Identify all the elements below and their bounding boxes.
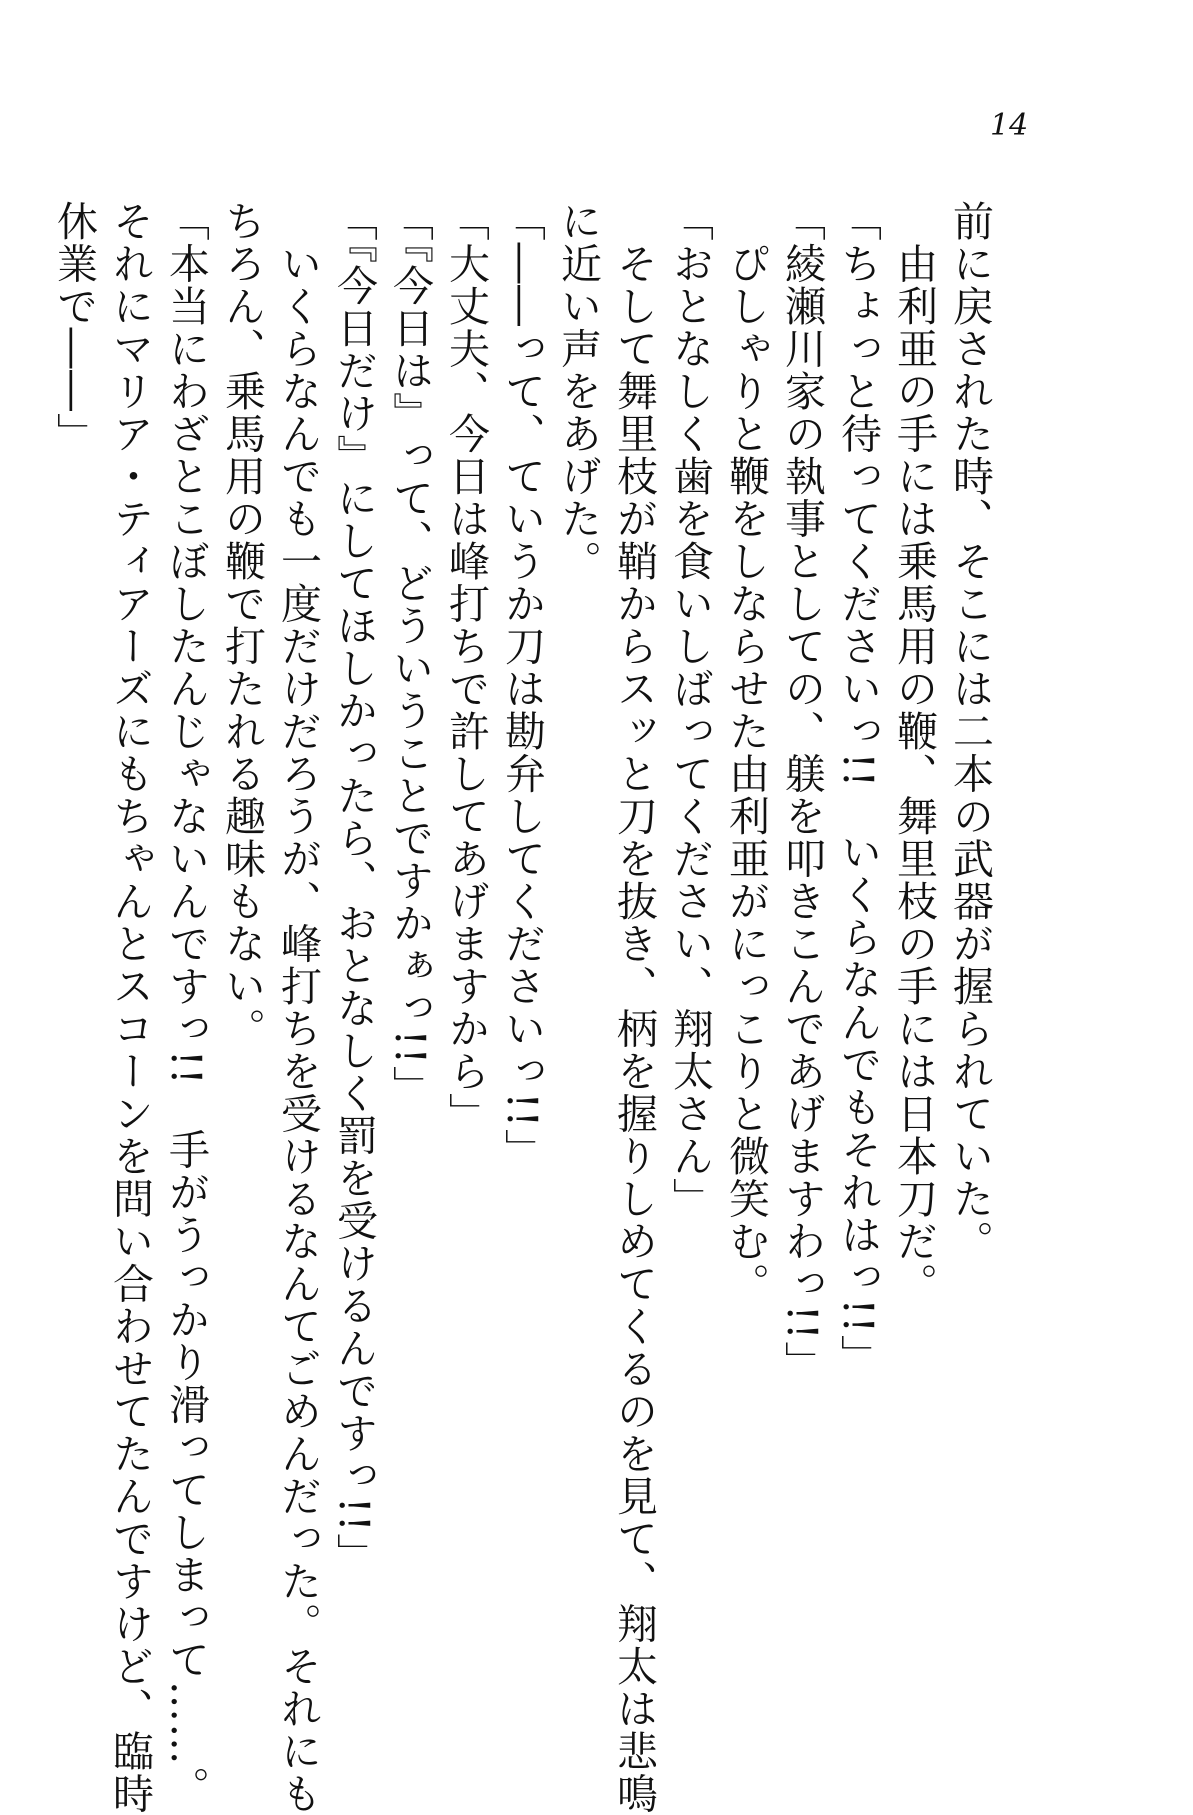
text-line: 由利亜の手には乗馬用の鞭、舞里枝の手には日本刀だ。 <box>890 200 938 1305</box>
text-line: 「本当にわざとこぼしたんじゃないんですっ!! 手がうっかり滑ってしまって……。 <box>162 200 210 1809</box>
text-line: 「『今日は』って、どういうことですかぁっ!!」 <box>386 200 434 1108</box>
text-line: 「綾瀬川家の執事としての、躾を叩きこんであげますわっ!!」 <box>778 200 826 1384</box>
text-line: に近い声をあげた。 <box>554 200 602 583</box>
text-line: それにマリア・ティアーズにもちゃんとスコーンを問い合わせてたんですけど、臨時 <box>106 200 154 1815</box>
text-line: 「ちょっと待ってくださいっ!! いくらなんでもそれはっ!!」 <box>834 200 882 1377</box>
text-line: ぴしゃりと鞭をしならせた由利亜がにっこりと微笑む。 <box>722 200 770 1305</box>
text-line: いくらなんでも一度だけだろうが、峰打ちを受けるなんてごめんだった。それにも <box>274 200 322 1815</box>
text-line: そして舞里枝が鞘からスッと刀を抜き、柄を握りしめてくるのを見て、翔太は悲鳴 <box>610 200 658 1815</box>
body-text <box>50 200 998 1815</box>
text-line: ちろん、乗馬用の鞭で打たれる趣味もない。 <box>218 200 266 1050</box>
text-line: 「おとなしく歯を食いしばってください、翔太さん」 <box>666 200 714 1220</box>
text-line: 「『今日だけ』にしてほしかったら、おとなしく罰を受けるんですっ!!」 <box>330 200 378 1576</box>
text-line: 「大丈夫、今日は峰打ちで許してあげますから」 <box>442 200 490 1135</box>
text-line: 「――って、ていうか刀は勘弁してくださいっ!!」 <box>498 200 546 1171</box>
page-number: 14 <box>990 108 1029 143</box>
text-line: 前に戻された時、そこには二本の武器が握られていた。 <box>946 200 994 1263</box>
text-line: 休業で――」 <box>50 200 98 455</box>
